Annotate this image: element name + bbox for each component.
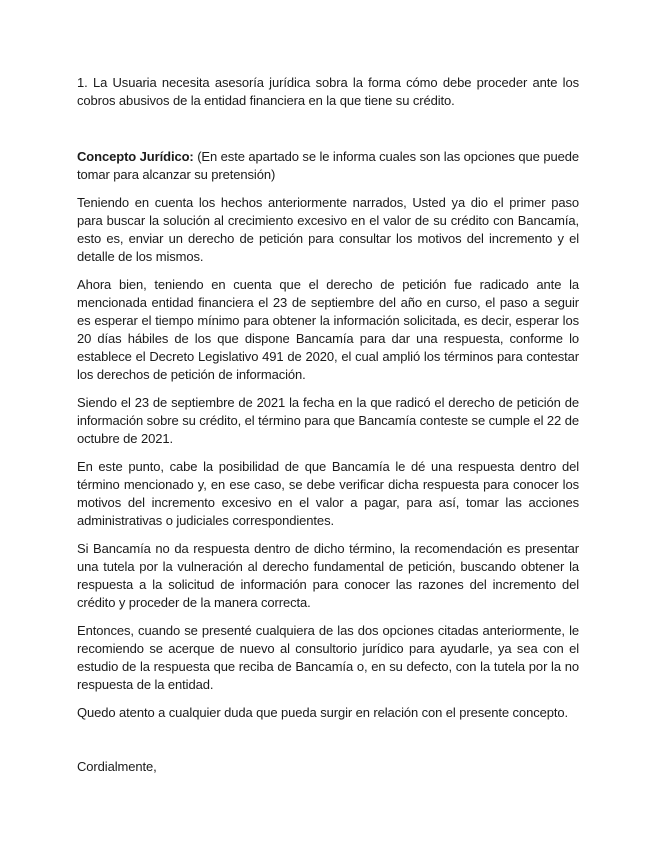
- concept-heading-paragraph: [77, 148, 579, 184]
- document-page: [77, 74, 579, 786]
- body-paragraph-5: Si Bancamía no da respuesta dentro de dicho término, la recomendación es presentar una tutela por la vulneración al derecho fundamental de petición, buscando obtener la respuesta a la solicitud de información para conocer las razones del incremento del crédito y proceder de la manera correcta.: [77, 541, 579, 610]
- body-paragraph-2: Ahora bien, teniendo en cuenta que el derecho de petición fue radicado ante la mencionada entidad financiera el 23 de septiembre del año en curso, el paso a seguir es esperar el tiempo mínimo para obtener la información solicitada, es decir, esperar los 20 días hábiles de los que dispone Bancamía para dar una respuesta, conforme lo establece el Decreto Legislativo 491 de 2020, el cual amplió los términos para contestar los derechos de petición de información.: [77, 277, 579, 382]
- body-paragraph-3: Siendo el 23 de septiembre de 2021 la fecha en la que radicó el derecho de petición de información sobre su crédito, el término para que Bancamía conteste se cumple el 22 de octubre de 2021.: [77, 395, 579, 446]
- body-paragraph-7: Quedo atento a cualquier duda que pueda surgir en relación con el presente concepto.: [77, 705, 569, 720]
- intro-paragraph: 1. La Usuaria necesita asesoría jurídica sobra la forma cómo debe proceder ante los cobros abusivos de la entidad financiera en la que tiene su crédito.: [77, 75, 579, 108]
- concept-note: (En este apartado se le informa cuales son las opciones que puede tomar para alcanzar su pretensión): [77, 149, 579, 182]
- body-paragraph-1: Teniendo en cuenta los hechos anteriormente narrados, Usted ya dio el primer paso para buscar la solución al crecimiento excesivo en el valor de su crédito con Bancamía, esto es, enviar un derecho de petición para consultar los motivos del incremento y el detalle de los mismos.: [77, 195, 579, 264]
- body-paragraph-6: Entonces, cuando se presenté cualquiera de las dos opciones citadas anteriormente, le recomiendo se acerque de nuevo al consultorio jurídico para ayudarle, ya sea con el estudio de la respuesta que reciba de Bancamía o, en su defecto, con la tutela por la no respuesta de la entidad.: [77, 623, 579, 692]
- closing-salutation: Cordialmente,: [77, 759, 157, 774]
- concept-title: Concepto Jurídico:: [77, 149, 194, 164]
- body-paragraph-4: En este punto, cabe la posibilidad de que Bancamía le dé una respuesta dentro del término mencionado y, en ese caso, se debe verificar dicha respuesta para conocer los motivos del incremento excesivo en el valor a pagar, para así, tomar las acciones administrativas o judiciales correspondientes.: [77, 459, 579, 528]
